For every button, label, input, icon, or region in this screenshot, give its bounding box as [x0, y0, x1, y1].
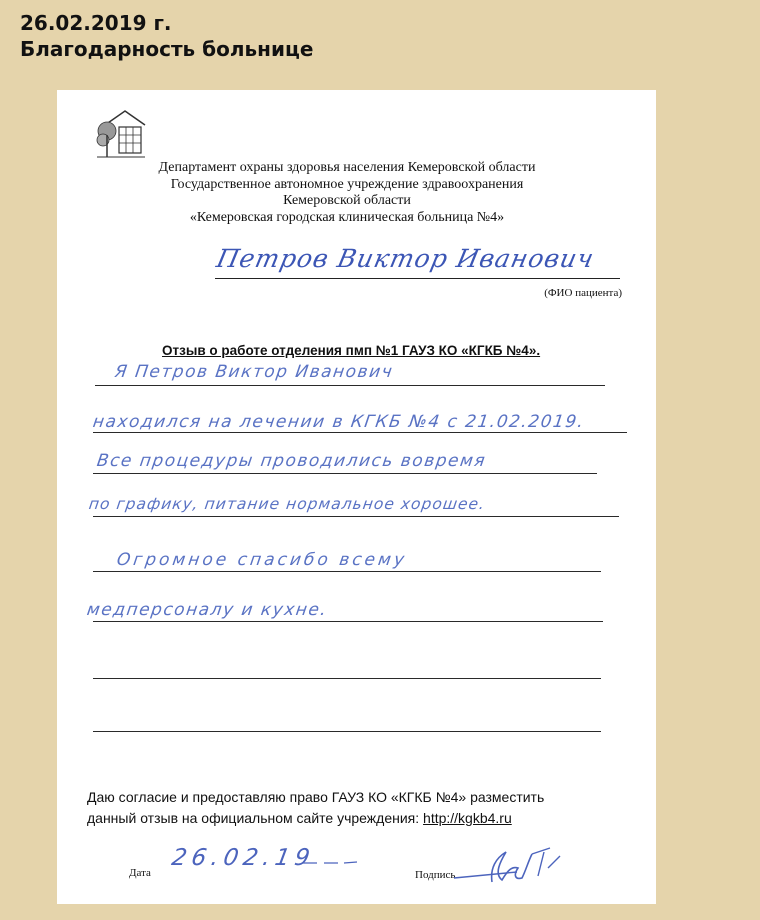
hospital-logo-icon: [95, 105, 147, 160]
post-date: 26.02.2019 г.: [20, 11, 172, 35]
org-line: Департамент охраны здоровья населения Кемеровской области: [158, 160, 536, 175]
org-line: «Кемеровская городская клиническая больница №4»: [189, 209, 505, 225]
review-line-2: находился на лечении в КГКБ №4 с 21.02.2019.: [91, 412, 586, 432]
review-line-3: Все процедуры проводились вовремя: [95, 451, 488, 471]
review-line-5: Огромное спасибо всему: [115, 550, 409, 570]
review-form-scan: [57, 90, 656, 904]
review-line-1: Я Петров Виктор Иванович: [113, 362, 395, 382]
org-line: Кемеровской области: [283, 193, 411, 208]
patient-caption: (ФИО пациента): [544, 287, 622, 299]
date-dash-stroke: [302, 860, 357, 866]
review-rule: [93, 571, 601, 572]
patient-name-line: [215, 278, 620, 279]
review-rule: [93, 473, 597, 474]
website-link[interactable]: http://kgkb4.ru: [423, 810, 512, 826]
consent-line-2-text: данный отзыв на официальном сайте учреждения:: [87, 810, 424, 826]
patient-name-handwritten: Петров Виктор Иванович: [213, 244, 598, 273]
org-line: Государственное автономное учреждение здравоохранения: [170, 176, 524, 192]
consent-text: [87, 787, 607, 829]
review-line-6: медперсоналу и кухне.: [85, 600, 329, 620]
organization-header: [117, 160, 577, 226]
consent-line-1: Даю согласие и предоставляю право ГАУЗ КО «КГКБ №4» разместить: [87, 789, 545, 805]
signature-label: Подпись: [415, 869, 456, 881]
review-rule: [93, 516, 619, 517]
date-label: Дата: [129, 867, 151, 879]
review-rule: [93, 731, 601, 732]
consent-line-2: [87, 808, 607, 829]
review-line-4: по графику, питание нормальное хорошее.: [87, 495, 487, 513]
review-rule: [95, 385, 605, 386]
review-rule: [93, 432, 627, 433]
date-handwritten: 26.02.19: [169, 845, 317, 871]
post-title: Благодарность больнице: [20, 37, 314, 61]
review-rule: [93, 678, 601, 679]
handwritten-signature: [452, 840, 562, 890]
review-title: Отзыв о работе отделения пмп №1 ГАУЗ КО «КГКБ №4».: [162, 343, 541, 358]
review-rule: [93, 621, 603, 622]
post-header: [20, 10, 313, 62]
